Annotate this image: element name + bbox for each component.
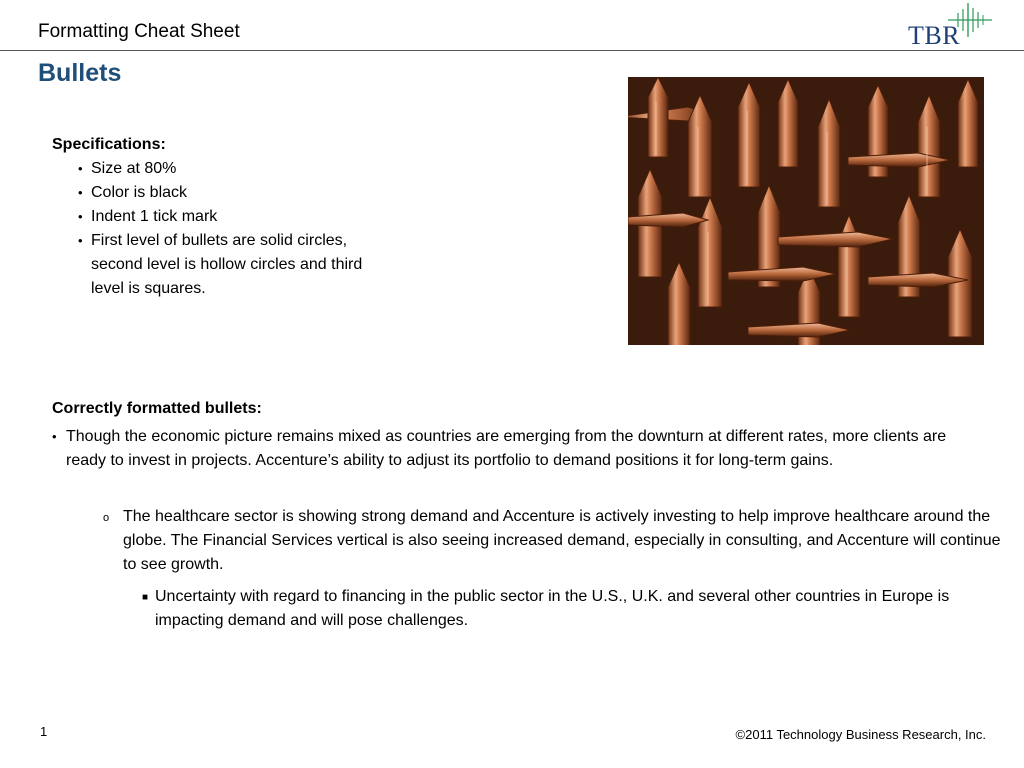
level3-bullet [140, 585, 1015, 633]
header-title: Formatting Cheat Sheet [38, 21, 240, 42]
header-rule [0, 50, 1024, 51]
specifications-list [76, 157, 396, 301]
level2-bullet [100, 505, 1013, 577]
copper-bullets-photo-icon [628, 77, 984, 345]
page-number: 1 [40, 724, 48, 739]
correct-bullets-heading: Correctly formatted bullets: [52, 400, 262, 417]
bullet-dot-icon: • [78, 185, 83, 200]
logo-text: TBR [908, 21, 961, 50]
bullet-dot-icon: • [78, 161, 83, 176]
tbr-logo [900, 0, 1000, 50]
bullet-dot-icon: • [78, 233, 83, 248]
list-item [76, 181, 396, 205]
list-item [76, 205, 396, 229]
spec-text: Indent 1 tick mark [91, 208, 218, 225]
solid-circle-icon: • [52, 429, 57, 444]
level1-text: Though the economic picture remains mixed as countries are emerging from the downturn at different rates, more clients are ready to invest in projects. Accenture’s ability to adjust its portfolio to demand positions it for long-term gains. [66, 428, 947, 469]
spec-text: Size at 80% [91, 160, 177, 177]
list-item [76, 157, 396, 181]
hollow-circle-icon: o [103, 512, 110, 524]
list-item [76, 229, 396, 301]
bullet-dot-icon: • [78, 209, 83, 224]
specifications-heading: Specifications: [52, 136, 166, 153]
bullets-photo [628, 77, 984, 345]
spec-text: Color is black [91, 184, 188, 201]
copyright: ©2011 Technology Business Research, Inc. [735, 727, 986, 742]
spec-text: First level of bullets are solid circles, second level is hollow circles and third level is squares. [91, 232, 363, 297]
slide-title: Bullets [38, 59, 122, 87]
level3-text: Uncertainty with regard to financing in the public sector in the U.S., U.K. and several other countries in Europe is impacting demand and will pose challenges. [155, 588, 950, 629]
square-bullet-icon: ■ [142, 592, 149, 603]
level2-text: The healthcare sector is showing strong demand and Accenture is actively investing to help improve healthcare around the globe. The Financial Services vertical is also seeing increased demand, especially in consulting, and Accenture will continue to see growth. [123, 508, 1001, 573]
level1-bullet [52, 425, 986, 473]
